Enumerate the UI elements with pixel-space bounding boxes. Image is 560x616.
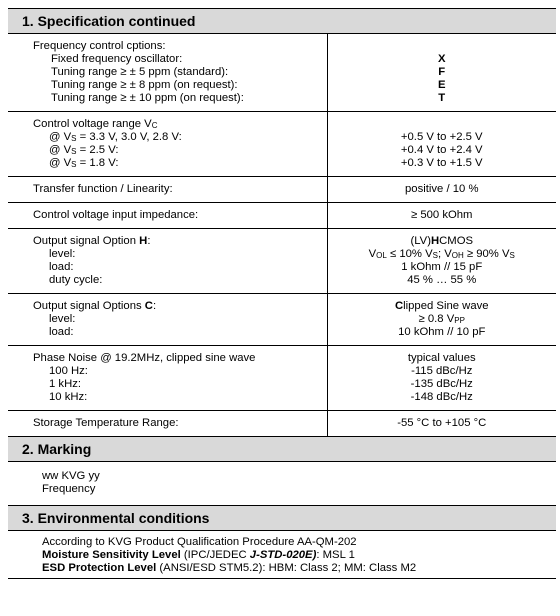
option-h-duty-value: 45 % … 55 % <box>407 274 477 286</box>
freq-option-label-e: Tuning range ≥ ± 8 ppm (on request): <box>51 79 238 91</box>
transfer-function-value: positive / 10 % <box>327 177 556 203</box>
spec-row-control-voltage <box>8 112 556 177</box>
storage-temperature-label: Storage Temperature Range: <box>8 411 327 437</box>
phase-noise-offset: 10 kHz: <box>49 391 88 403</box>
spec-row-output-option-h <box>8 229 556 294</box>
control-voltage-label: Control voltage range $V_C$ <box>33 118 158 130</box>
option-c-label: Output signal Options C: <box>33 300 157 312</box>
control-voltage-condition: @ $V_S = 3.3$ V, 3.0 V, 2.8 V: <box>49 131 182 143</box>
spec-row-transfer-function <box>8 177 556 203</box>
option-c-type-value: Clipped Sine wave <box>394 300 489 312</box>
specification-table <box>8 33 556 436</box>
section-2-heading: 2. Marking <box>8 436 556 461</box>
qualification-procedure-text: According to KVG Product Qualification Procedure AA-QM-202 <box>42 536 357 548</box>
marking-block <box>8 461 556 505</box>
freq-option-label-t: Tuning range ≥ ± 10 ppm (on request): <box>51 92 244 104</box>
option-c-load-value: 10 kOhm // 10 pF <box>398 326 486 338</box>
esd-protection-text: ESD Protection Level (ANSI/ESD STM5.2): HBM: Class 2; MM: Class M2 <box>42 562 417 574</box>
option-c-load-label: load: <box>49 326 74 338</box>
option-h-label: Output signal Option H: <box>33 235 151 247</box>
phase-noise-heading: typical values <box>407 352 476 364</box>
phase-noise-value: -148 dBc/Hz <box>410 391 473 403</box>
freq-control-label: Frequency control cptions: <box>33 40 166 52</box>
moisture-sensitivity-text: Moisture Sensitivity Level (IPC/JEDEC J-STD-020E): MSL 1 <box>42 549 355 561</box>
option-c-level-value: ≥ 0.8 $V_{PP}$ <box>418 313 465 325</box>
freq-option-code-e: E <box>437 79 446 91</box>
freq-option-code-x: X <box>437 53 446 65</box>
option-h-type-value: (LV)HCMOS <box>410 235 474 247</box>
spec-row-phase-noise <box>8 346 556 411</box>
transfer-function-label: Transfer function / Linearity: <box>8 177 327 203</box>
spec-row-frequency-control <box>8 34 556 112</box>
option-h-level-value: $V_{OL} \le 10\%$ $V_S$; $V_{OH} \ge 90\%$ $V_S$ <box>368 248 515 260</box>
bottom-rule <box>8 578 556 579</box>
control-voltage-value: +0.3 V to +1.5 V <box>400 157 483 169</box>
spec-row-storage-temperature <box>8 411 556 437</box>
control-voltage-value: +0.5 V to +2.5 V <box>400 131 483 143</box>
phase-noise-value: -115 dBc/Hz <box>411 365 473 377</box>
input-impedance-label: Control voltage input impedance: <box>8 203 327 229</box>
marking-line-2: Frequency <box>42 483 96 495</box>
spec-row-output-option-c <box>8 294 556 346</box>
option-h-load-label: load: <box>49 261 74 273</box>
environmental-block <box>8 530 556 578</box>
freq-option-code-t: T <box>438 92 446 104</box>
control-voltage-value: +0.4 V to +2.4 V <box>400 144 483 156</box>
freq-option-label-f: Tuning range ≥ ± 5 ppm (standard): <box>51 66 229 78</box>
section-1-heading: 1. Specification continued <box>8 8 556 33</box>
control-voltage-condition: @ $V_S = 1.8$ V: <box>49 157 119 169</box>
phase-noise-label: Phase Noise @ 19.2MHz, clipped sine wave <box>33 352 256 364</box>
phase-noise-offset: 1 kHz: <box>49 378 82 390</box>
freq-option-label-x: Fixed frequency oscillator: <box>51 53 183 65</box>
datasheet-page <box>8 8 556 579</box>
phase-noise-value: -135 dBc/Hz <box>410 378 473 390</box>
section-3-heading: 3. Environmental conditions <box>8 505 556 530</box>
storage-temperature-value: -55 °C to +105 °C <box>327 411 556 437</box>
control-voltage-condition: @ $V_S = 2.5$ V: <box>49 144 119 156</box>
freq-option-code-f: F <box>438 66 446 78</box>
phase-noise-offset: 100 Hz: <box>49 365 88 377</box>
input-impedance-value: ≥ 500 kOhm <box>327 203 556 229</box>
option-c-level-label: level: <box>49 313 76 325</box>
spec-row-input-impedance <box>8 203 556 229</box>
marking-line-1: ww KVG yy <box>42 470 100 482</box>
option-h-level-label: level: <box>49 248 76 260</box>
option-h-load-value: 1 kOhm // 15 pF <box>401 261 483 273</box>
option-h-duty-label: duty cycle: <box>49 274 103 286</box>
